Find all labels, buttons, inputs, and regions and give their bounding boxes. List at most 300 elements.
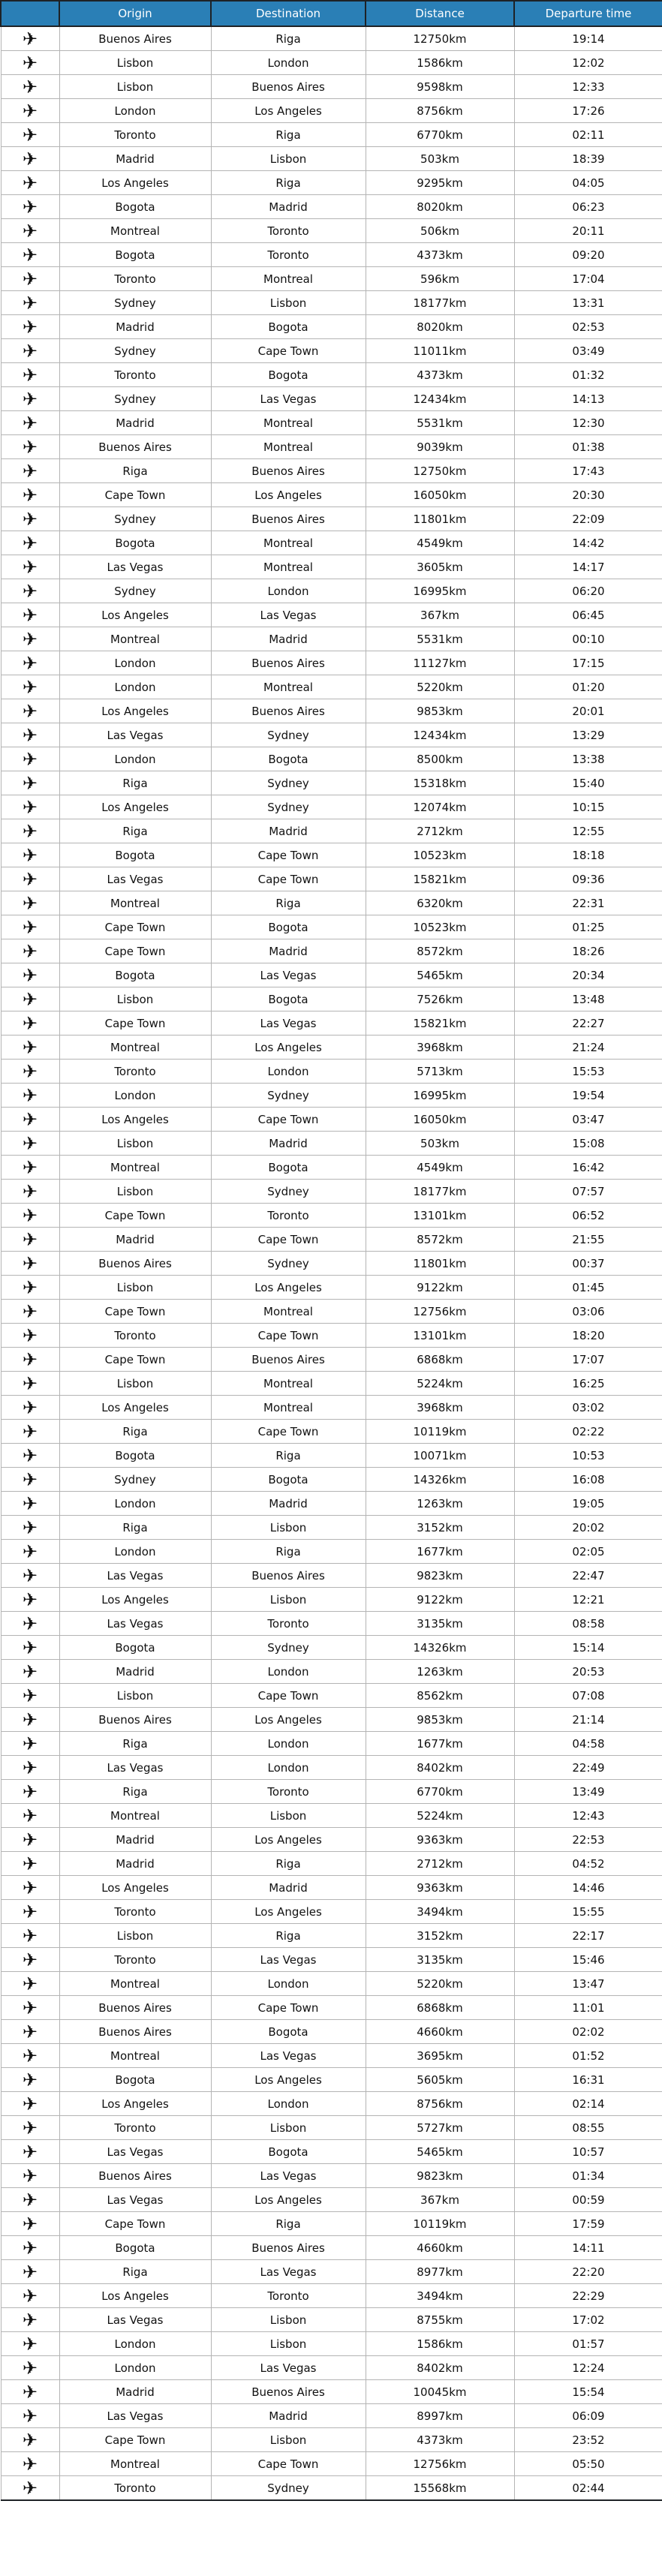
distance-cell: 8756km bbox=[366, 2092, 514, 2116]
departure-time-cell: 13:48 bbox=[514, 987, 662, 1011]
departure-time-cell: 22:20 bbox=[514, 2260, 662, 2284]
distance-cell: 1263km bbox=[366, 1492, 514, 1516]
destination-cell: Montreal bbox=[211, 1300, 366, 1324]
origin-cell: Toronto bbox=[59, 267, 211, 291]
distance-cell: 4660km bbox=[366, 2236, 514, 2260]
table-row bbox=[1, 1516, 662, 1540]
airplane-icon: ✈ bbox=[22, 772, 38, 794]
row-icon-cell bbox=[1, 2260, 59, 2284]
departure-time-cell: 16:08 bbox=[514, 1468, 662, 1492]
destination-cell: Riga bbox=[211, 1852, 366, 1876]
distance-cell: 10045km bbox=[366, 2380, 514, 2404]
table-row bbox=[1, 603, 662, 627]
distance-cell: 8572km bbox=[366, 939, 514, 963]
destination-cell: Montreal bbox=[211, 531, 366, 555]
table-row bbox=[1, 267, 662, 291]
destination-cell: Cape Town bbox=[211, 1324, 366, 1348]
airplane-icon: ✈ bbox=[22, 2141, 38, 2163]
distance-cell: 12756km bbox=[366, 2452, 514, 2476]
distance-cell: 3605km bbox=[366, 555, 514, 579]
airplane-icon: ✈ bbox=[22, 820, 38, 842]
table-row bbox=[1, 1948, 662, 1972]
airplane-icon: ✈ bbox=[22, 2237, 38, 2259]
departure-time-cell: 12:21 bbox=[514, 1588, 662, 1612]
destination-cell: Las Vegas bbox=[211, 387, 366, 411]
origin-cell: Toronto bbox=[59, 1948, 211, 1972]
airplane-icon: ✈ bbox=[22, 460, 38, 482]
table-row bbox=[1, 75, 662, 99]
departure-time-cell: 22:29 bbox=[514, 2284, 662, 2308]
origin-cell: Buenos Aires bbox=[59, 1996, 211, 2020]
departure-time-cell: 05:50 bbox=[514, 2452, 662, 2476]
destination-cell: London bbox=[211, 1660, 366, 1684]
airplane-icon: ✈ bbox=[22, 52, 38, 74]
airplane-icon: ✈ bbox=[22, 292, 38, 314]
destination-cell: Buenos Aires bbox=[211, 1564, 366, 1588]
distance-cell: 8020km bbox=[366, 195, 514, 219]
destination-cell: Cape Town bbox=[211, 2452, 366, 2476]
table-row bbox=[1, 387, 662, 411]
airplane-icon: ✈ bbox=[22, 1540, 38, 1562]
distance-cell: 8500km bbox=[366, 747, 514, 771]
origin-cell: Lisbon bbox=[59, 1276, 211, 1300]
airplane-icon: ✈ bbox=[22, 340, 38, 362]
destination-cell: Lisbon bbox=[211, 291, 366, 315]
destination-cell: Cape Town bbox=[211, 339, 366, 363]
destination-cell: Sydney bbox=[211, 1180, 366, 1204]
airplane-icon: ✈ bbox=[22, 76, 38, 98]
departure-time-cell: 22:09 bbox=[514, 507, 662, 531]
distance-cell: 12434km bbox=[366, 387, 514, 411]
distance-cell: 3494km bbox=[366, 2284, 514, 2308]
row-icon-cell bbox=[1, 363, 59, 387]
departure-time-cell: 14:42 bbox=[514, 531, 662, 555]
row-icon-cell bbox=[1, 723, 59, 747]
destination-cell: Riga bbox=[211, 171, 366, 195]
distance-cell: 8756km bbox=[366, 99, 514, 123]
airplane-icon: ✈ bbox=[22, 2477, 38, 2499]
distance-cell: 6770km bbox=[366, 1780, 514, 1804]
distance-cell: 9039km bbox=[366, 435, 514, 459]
row-icon-cell bbox=[1, 2236, 59, 2260]
table-row bbox=[1, 1852, 662, 1876]
destination-cell: Cape Town bbox=[211, 1228, 366, 1252]
departure-time-cell: 12:55 bbox=[514, 819, 662, 843]
origin-cell: Los Angeles bbox=[59, 1108, 211, 1132]
row-icon-cell bbox=[1, 1036, 59, 1060]
destination-cell: Madrid bbox=[211, 195, 366, 219]
departure-time-cell: 04:52 bbox=[514, 1852, 662, 1876]
airplane-icon: ✈ bbox=[22, 1060, 38, 1082]
destination-cell: Lisbon bbox=[211, 1804, 366, 1828]
table-row bbox=[1, 1084, 662, 1108]
destination-cell: Cape Town bbox=[211, 843, 366, 867]
row-icon-cell bbox=[1, 1011, 59, 1036]
destination-cell: Bogota bbox=[211, 1468, 366, 1492]
departure-time-cell: 17:43 bbox=[514, 459, 662, 483]
distance-cell: 14326km bbox=[366, 1468, 514, 1492]
origin-cell: Sydney bbox=[59, 339, 211, 363]
row-icon-cell bbox=[1, 411, 59, 435]
origin-cell: Cape Town bbox=[59, 1204, 211, 1228]
destination-cell: London bbox=[211, 2092, 366, 2116]
distance-cell: 4660km bbox=[366, 2020, 514, 2044]
distance-cell: 10119km bbox=[366, 1420, 514, 1444]
table-row bbox=[1, 1660, 662, 1684]
origin-cell: Lisbon bbox=[59, 987, 211, 1011]
destination-cell: Los Angeles bbox=[211, 1828, 366, 1852]
table-row bbox=[1, 147, 662, 171]
row-icon-cell bbox=[1, 1780, 59, 1804]
distance-cell: 11127km bbox=[366, 651, 514, 675]
row-icon-cell bbox=[1, 1324, 59, 1348]
distance-cell: 9598km bbox=[366, 75, 514, 99]
table-row bbox=[1, 747, 662, 771]
table-row bbox=[1, 1228, 662, 1252]
distance-cell: 8997km bbox=[366, 2404, 514, 2428]
airplane-icon: ✈ bbox=[22, 1276, 38, 1298]
departure-time-cell: 02:11 bbox=[514, 123, 662, 147]
distance-cell: 8402km bbox=[366, 2356, 514, 2380]
origin-cell: Cape Town bbox=[59, 2428, 211, 2452]
table-row bbox=[1, 123, 662, 147]
destination-cell: Lisbon bbox=[211, 1588, 366, 1612]
departure-time-cell: 16:42 bbox=[514, 1156, 662, 1180]
destination-cell: Madrid bbox=[211, 1132, 366, 1156]
origin-cell: Toronto bbox=[59, 1900, 211, 1924]
row-icon-cell bbox=[1, 1420, 59, 1444]
distance-cell: 2712km bbox=[366, 819, 514, 843]
table-row bbox=[1, 2404, 662, 2428]
origin-cell: Buenos Aires bbox=[59, 26, 211, 51]
origin-cell: Sydney bbox=[59, 1468, 211, 1492]
airplane-icon: ✈ bbox=[22, 1396, 38, 1418]
departure-time-cell: 02:53 bbox=[514, 315, 662, 339]
origin-cell: Montreal bbox=[59, 1972, 211, 1996]
airplane-icon: ✈ bbox=[22, 2045, 38, 2067]
departure-time-cell: 17:07 bbox=[514, 1348, 662, 1372]
origin-cell: Bogota bbox=[59, 963, 211, 987]
distance-cell: 5713km bbox=[366, 1060, 514, 1084]
row-icon-cell bbox=[1, 2452, 59, 2476]
origin-cell: Sydney bbox=[59, 291, 211, 315]
row-icon-cell bbox=[1, 1252, 59, 1276]
departure-time-cell: 14:11 bbox=[514, 2236, 662, 2260]
row-icon-cell bbox=[1, 2020, 59, 2044]
origin-cell: Lisbon bbox=[59, 1372, 211, 1396]
departure-time-cell: 14:13 bbox=[514, 387, 662, 411]
destination-cell: Los Angeles bbox=[211, 483, 366, 507]
row-icon-cell bbox=[1, 75, 59, 99]
table-row bbox=[1, 651, 662, 675]
origin-cell: Sydney bbox=[59, 507, 211, 531]
distance-cell: 11011km bbox=[366, 339, 514, 363]
distance-cell: 9363km bbox=[366, 1876, 514, 1900]
distance-cell: 16050km bbox=[366, 483, 514, 507]
airplane-icon: ✈ bbox=[22, 1444, 38, 1466]
departure-time-cell: 06:20 bbox=[514, 579, 662, 603]
distance-cell: 11801km bbox=[366, 1252, 514, 1276]
airplane-icon: ✈ bbox=[22, 1949, 38, 1970]
table-row bbox=[1, 2356, 662, 2380]
table-row bbox=[1, 339, 662, 363]
table-row bbox=[1, 1492, 662, 1516]
departure-time-cell: 01:25 bbox=[514, 915, 662, 939]
table-row bbox=[1, 771, 662, 795]
origin-cell: Montreal bbox=[59, 1804, 211, 1828]
airplane-icon: ✈ bbox=[22, 724, 38, 746]
destination-cell: Montreal bbox=[211, 435, 366, 459]
table-row bbox=[1, 1564, 662, 1588]
departure-time-cell: 02:44 bbox=[514, 2476, 662, 2501]
destination-cell: Los Angeles bbox=[211, 1036, 366, 1060]
row-icon-cell bbox=[1, 1108, 59, 1132]
origin-cell: Las Vegas bbox=[59, 2404, 211, 2428]
airplane-icon: ✈ bbox=[22, 2381, 38, 2403]
table-row bbox=[1, 2284, 662, 2308]
departure-time-cell: 12:33 bbox=[514, 75, 662, 99]
table-row bbox=[1, 675, 662, 699]
table-row bbox=[1, 915, 662, 939]
destination-cell: Toronto bbox=[211, 1204, 366, 1228]
destination-cell: Montreal bbox=[211, 1372, 366, 1396]
distance-cell: 5220km bbox=[366, 1972, 514, 1996]
airplane-icon: ✈ bbox=[22, 1781, 38, 1802]
destination-cell: Lisbon bbox=[211, 147, 366, 171]
distance-cell: 4549km bbox=[366, 531, 514, 555]
airplane-icon: ✈ bbox=[22, 364, 38, 386]
table-row bbox=[1, 2116, 662, 2140]
table-row bbox=[1, 2428, 662, 2452]
airplane-icon: ✈ bbox=[22, 868, 38, 890]
destination-cell: Lisbon bbox=[211, 2116, 366, 2140]
origin-cell: Lisbon bbox=[59, 75, 211, 99]
airplane-icon: ✈ bbox=[22, 388, 38, 410]
row-icon-cell bbox=[1, 2116, 59, 2140]
origin-cell: Los Angeles bbox=[59, 1876, 211, 1900]
departure-time-cell: 03:47 bbox=[514, 1108, 662, 1132]
row-icon-cell bbox=[1, 147, 59, 171]
departure-time-cell: 15:55 bbox=[514, 1900, 662, 1924]
row-icon-cell bbox=[1, 2428, 59, 2452]
destination-cell: Riga bbox=[211, 123, 366, 147]
airplane-icon: ✈ bbox=[22, 1492, 38, 1514]
origin-cell: Lisbon bbox=[59, 51, 211, 75]
distance-cell: 8572km bbox=[366, 1228, 514, 1252]
distance-cell: 9823km bbox=[366, 2164, 514, 2188]
table-row bbox=[1, 1108, 662, 1132]
departure-time-cell: 12:43 bbox=[514, 1804, 662, 1828]
airplane-icon: ✈ bbox=[22, 1420, 38, 1442]
distance-cell: 9122km bbox=[366, 1588, 514, 1612]
origin-cell: Buenos Aires bbox=[59, 1252, 211, 1276]
origin-cell: Riga bbox=[59, 1732, 211, 1756]
departure-time-cell: 16:31 bbox=[514, 2068, 662, 2092]
destination-cell: London bbox=[211, 1060, 366, 1084]
airplane-icon: ✈ bbox=[22, 2453, 38, 2475]
table-row bbox=[1, 2140, 662, 2164]
distance-cell: 10119km bbox=[366, 2212, 514, 2236]
row-icon-cell bbox=[1, 2332, 59, 2356]
row-icon-cell bbox=[1, 1156, 59, 1180]
airplane-icon: ✈ bbox=[22, 268, 38, 290]
row-icon-cell bbox=[1, 795, 59, 819]
origin-cell: Toronto bbox=[59, 1060, 211, 1084]
distance-cell: 4373km bbox=[366, 363, 514, 387]
airplane-icon: ✈ bbox=[22, 1829, 38, 1850]
row-icon-cell bbox=[1, 819, 59, 843]
departure-time-cell: 18:39 bbox=[514, 147, 662, 171]
airplane-icon: ✈ bbox=[22, 1204, 38, 1226]
table-body bbox=[1, 26, 662, 2500]
distance-cell: 5465km bbox=[366, 963, 514, 987]
airplane-icon: ✈ bbox=[22, 916, 38, 938]
origin-cell: Lisbon bbox=[59, 1132, 211, 1156]
departure-time-cell: 06:45 bbox=[514, 603, 662, 627]
row-icon-cell bbox=[1, 1444, 59, 1468]
origin-cell: Madrid bbox=[59, 147, 211, 171]
table-row bbox=[1, 579, 662, 603]
distance-cell: 9363km bbox=[366, 1828, 514, 1852]
row-icon-cell bbox=[1, 291, 59, 315]
departure-time-cell: 04:58 bbox=[514, 1732, 662, 1756]
distance-cell: 15568km bbox=[366, 2476, 514, 2501]
destination-cell: London bbox=[211, 579, 366, 603]
distance-cell: 8562km bbox=[366, 1684, 514, 1708]
departure-time-cell: 19:05 bbox=[514, 1492, 662, 1516]
distance-cell: 506km bbox=[366, 219, 514, 243]
airplane-icon: ✈ bbox=[22, 2429, 38, 2451]
destination-cell: Bogota bbox=[211, 987, 366, 1011]
table-row bbox=[1, 1060, 662, 1084]
airplane-icon: ✈ bbox=[22, 2165, 38, 2187]
destination-cell: Bogota bbox=[211, 315, 366, 339]
distance-cell: 367km bbox=[366, 2188, 514, 2212]
distance-cell: 12074km bbox=[366, 795, 514, 819]
destination-cell: Las Vegas bbox=[211, 2044, 366, 2068]
table-row bbox=[1, 867, 662, 891]
table-row bbox=[1, 819, 662, 843]
airplane-icon: ✈ bbox=[22, 988, 38, 1010]
origin-cell: Los Angeles bbox=[59, 2284, 211, 2308]
destination-cell: Cape Town bbox=[211, 867, 366, 891]
origin-cell: London bbox=[59, 675, 211, 699]
departure-time-cell: 13:47 bbox=[514, 1972, 662, 1996]
table-row bbox=[1, 939, 662, 963]
table-row bbox=[1, 1324, 662, 1348]
departure-time-cell: 07:57 bbox=[514, 1180, 662, 1204]
table-row bbox=[1, 1204, 662, 1228]
distance-cell: 5224km bbox=[366, 1372, 514, 1396]
table-row bbox=[1, 1732, 662, 1756]
row-icon-cell bbox=[1, 987, 59, 1011]
airplane-icon: ✈ bbox=[22, 316, 38, 338]
departure-time-cell: 01:20 bbox=[514, 675, 662, 699]
row-icon-cell bbox=[1, 1828, 59, 1852]
airplane-icon: ✈ bbox=[22, 604, 38, 626]
origin-cell: Montreal bbox=[59, 2452, 211, 2476]
row-icon-cell bbox=[1, 459, 59, 483]
departure-time-cell: 20:11 bbox=[514, 219, 662, 243]
distance-cell: 16995km bbox=[366, 579, 514, 603]
departure-time-cell: 22:17 bbox=[514, 1924, 662, 1948]
distance-cell: 7526km bbox=[366, 987, 514, 1011]
departure-time-cell: 01:34 bbox=[514, 2164, 662, 2188]
destination-cell: Riga bbox=[211, 891, 366, 915]
departure-time-cell: 12:24 bbox=[514, 2356, 662, 2380]
airplane-icon: ✈ bbox=[22, 1637, 38, 1658]
table-row bbox=[1, 1420, 662, 1444]
table-row bbox=[1, 531, 662, 555]
destination-cell: Toronto bbox=[211, 2284, 366, 2308]
destination-cell: Sydney bbox=[211, 1084, 366, 1108]
departure-time-cell: 13:29 bbox=[514, 723, 662, 747]
table-row bbox=[1, 171, 662, 195]
row-icon-cell bbox=[1, 387, 59, 411]
origin-cell: Bogota bbox=[59, 2068, 211, 2092]
header-origin: Origin bbox=[59, 1, 211, 26]
table-row bbox=[1, 891, 662, 915]
table-row bbox=[1, 2188, 662, 2212]
departure-time-cell: 03:49 bbox=[514, 339, 662, 363]
airplane-icon: ✈ bbox=[22, 100, 38, 122]
distance-cell: 9823km bbox=[366, 1564, 514, 1588]
airplane-icon: ✈ bbox=[22, 412, 38, 434]
departure-time-cell: 20:34 bbox=[514, 963, 662, 987]
destination-cell: Lisbon bbox=[211, 1516, 366, 1540]
row-icon-cell bbox=[1, 2380, 59, 2404]
table-row bbox=[1, 2332, 662, 2356]
table-row bbox=[1, 2380, 662, 2404]
airplane-icon: ✈ bbox=[22, 628, 38, 650]
row-icon-cell bbox=[1, 747, 59, 771]
destination-cell: Sydney bbox=[211, 2476, 366, 2501]
row-icon-cell bbox=[1, 1204, 59, 1228]
origin-cell: Cape Town bbox=[59, 483, 211, 507]
row-icon-cell bbox=[1, 2476, 59, 2501]
airplane-icon: ✈ bbox=[22, 1180, 38, 1202]
origin-cell: London bbox=[59, 651, 211, 675]
row-icon-cell bbox=[1, 195, 59, 219]
origin-cell: Los Angeles bbox=[59, 1396, 211, 1420]
table-row bbox=[1, 987, 662, 1011]
departure-time-cell: 03:06 bbox=[514, 1300, 662, 1324]
row-icon-cell bbox=[1, 1660, 59, 1684]
origin-cell: Buenos Aires bbox=[59, 435, 211, 459]
distance-cell: 10523km bbox=[366, 843, 514, 867]
origin-cell: Bogota bbox=[59, 1636, 211, 1660]
origin-cell: Lisbon bbox=[59, 1924, 211, 1948]
table-row bbox=[1, 795, 662, 819]
departure-time-cell: 20:53 bbox=[514, 1660, 662, 1684]
distance-cell: 5531km bbox=[366, 627, 514, 651]
departure-time-cell: 00:10 bbox=[514, 627, 662, 651]
destination-cell: Sydney bbox=[211, 723, 366, 747]
table-row bbox=[1, 1972, 662, 1996]
row-icon-cell bbox=[1, 939, 59, 963]
distance-cell: 16050km bbox=[366, 1108, 514, 1132]
destination-cell: Buenos Aires bbox=[211, 1348, 366, 1372]
table-row bbox=[1, 315, 662, 339]
airplane-icon: ✈ bbox=[22, 748, 38, 770]
airplane-icon: ✈ bbox=[22, 484, 38, 506]
destination-cell: Buenos Aires bbox=[211, 507, 366, 531]
distance-cell: 503km bbox=[366, 147, 514, 171]
distance-cell: 3695km bbox=[366, 2044, 514, 2068]
destination-cell: Buenos Aires bbox=[211, 75, 366, 99]
distance-cell: 13101km bbox=[366, 1204, 514, 1228]
departure-time-cell: 17:02 bbox=[514, 2308, 662, 2332]
